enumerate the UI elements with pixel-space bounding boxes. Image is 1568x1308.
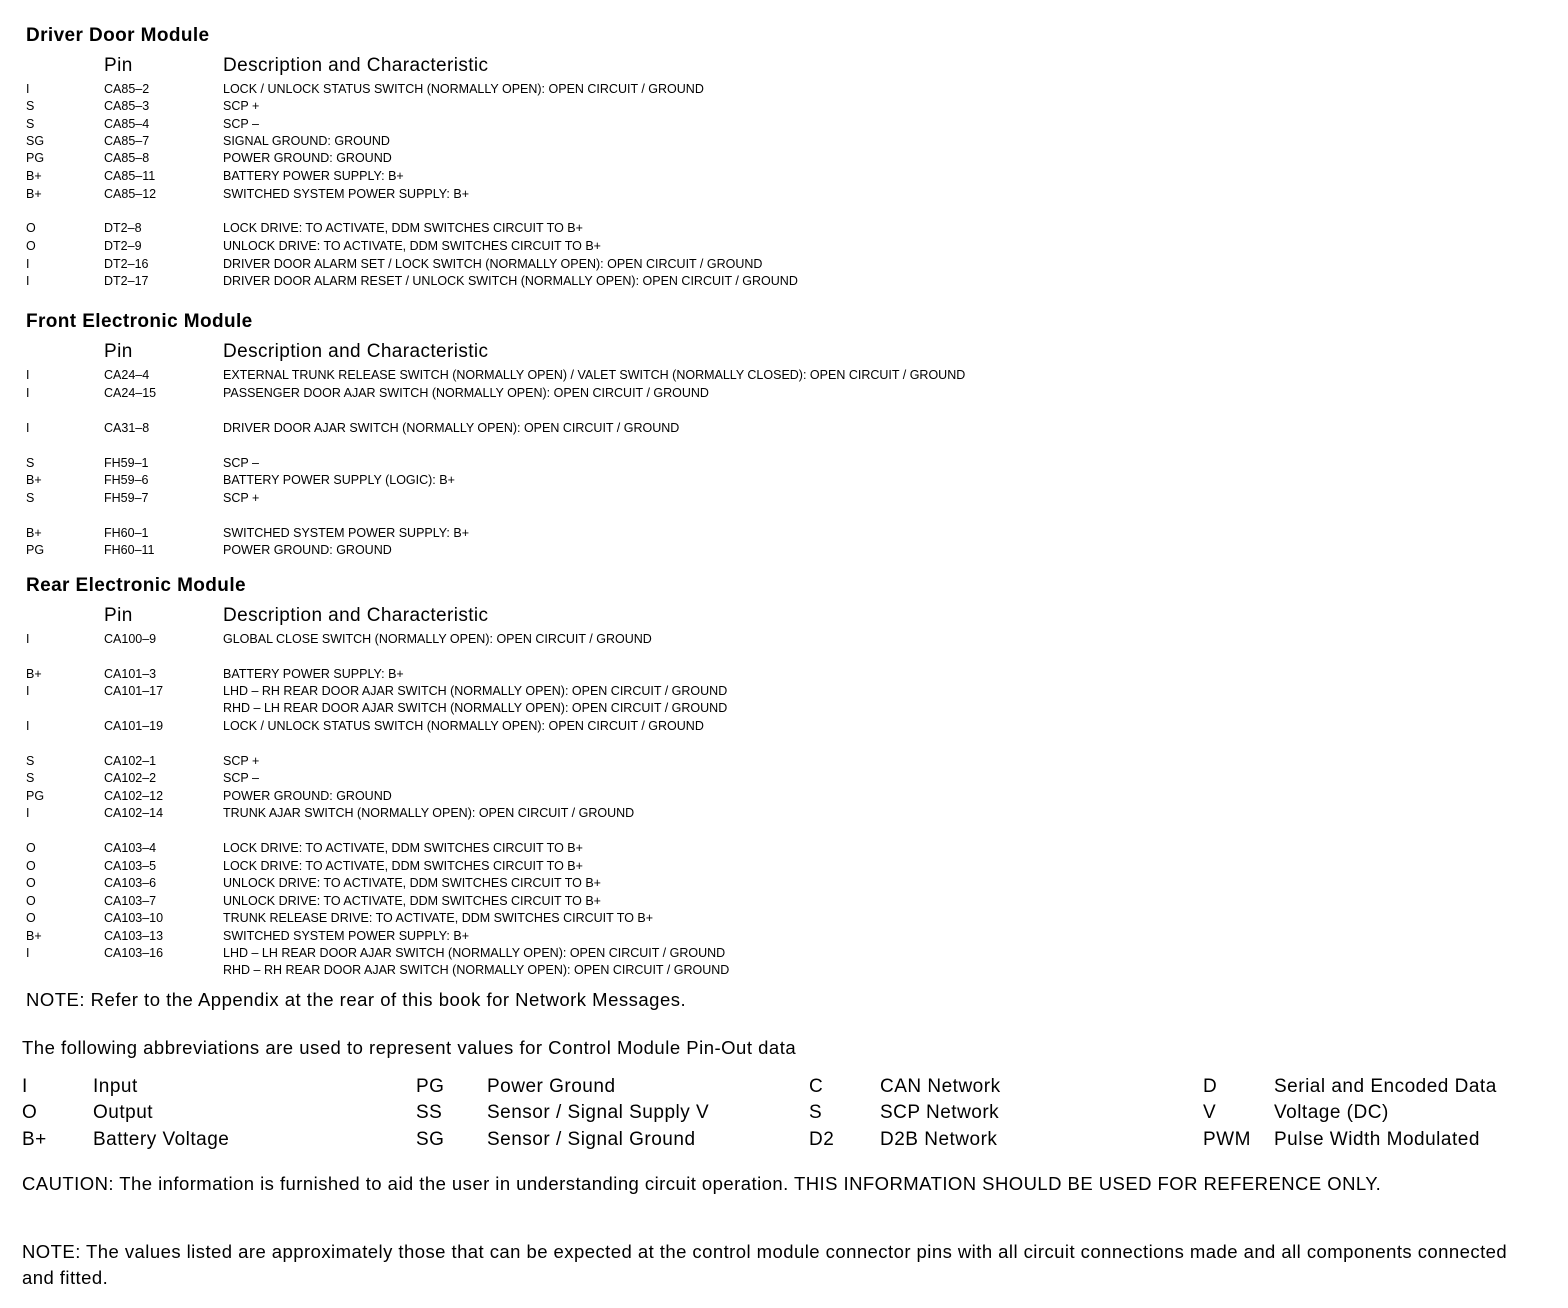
pin-id: DT2–9 xyxy=(104,239,142,253)
pin-id: CA101–3 xyxy=(104,667,157,681)
pin-description: TRUNK AJAR SWITCH (NORMALLY OPEN): OPEN CIRCUIT / GROUND xyxy=(223,806,635,820)
abbr-meaning: Sensor / Signal Ground xyxy=(487,1129,696,1150)
pin-description: TRUNK RELEASE DRIVE: TO ACTIVATE, DDM SWITCHES CIRCUIT TO B+ xyxy=(223,911,654,925)
column-header-pin: Pin xyxy=(104,55,133,76)
pin-description: LOCK / UNLOCK STATUS SWITCH (NORMALLY OPEN): OPEN CIRCUIT / GROUND xyxy=(223,719,704,733)
section-title-rear-electronic-module: Rear Electronic Module xyxy=(26,575,246,596)
signal-type: O xyxy=(26,841,36,855)
pin-id: CA31–8 xyxy=(104,421,150,435)
pin-description: SIGNAL GROUND: GROUND xyxy=(223,134,390,148)
pin-id: FH60–11 xyxy=(104,543,155,557)
pin-description: POWER GROUND: GROUND xyxy=(223,789,392,803)
appendix-note: NOTE: Refer to the Appendix at the rear of this book for Network Messages. xyxy=(26,989,687,1010)
signal-type: I xyxy=(26,368,30,382)
pin-description: LOCK DRIVE: TO ACTIVATE, DDM SWITCHES CIRCUIT TO B+ xyxy=(223,221,583,235)
signal-type: I xyxy=(26,684,30,698)
pin-id: CA103–7 xyxy=(104,894,157,908)
values-note: NOTE: The values listed are approximately those that can be expected at the control module connector pins with all circuit connections made and all components connected and fitted. xyxy=(22,1241,1508,1288)
signal-type: I xyxy=(26,386,30,400)
section-title-driver-door-module: Driver Door Module xyxy=(26,25,210,46)
pin-description: BATTERY POWER SUPPLY: B+ xyxy=(223,667,404,681)
signal-type: O xyxy=(26,239,36,253)
abbr-code: S xyxy=(809,1102,823,1123)
abbr-code: I xyxy=(22,1076,28,1097)
pin-id: DT2–16 xyxy=(104,257,149,271)
signal-type: SG xyxy=(26,134,45,148)
pin-description: UNLOCK DRIVE: TO ACTIVATE, DDM SWITCHES CIRCUIT TO B+ xyxy=(223,876,601,890)
pin-description: BATTERY POWER SUPPLY: B+ xyxy=(223,169,404,183)
pin-id: FH60–1 xyxy=(104,526,149,540)
pin-description: UNLOCK DRIVE: TO ACTIVATE, DDM SWITCHES CIRCUIT TO B+ xyxy=(223,894,601,908)
signal-type: B+ xyxy=(26,526,42,540)
abbr-meaning: Sensor / Signal Supply V xyxy=(487,1102,710,1123)
abbr-meaning: D2B Network xyxy=(880,1129,998,1150)
pin-id: FH59–1 xyxy=(104,456,149,470)
abbr-meaning: Voltage (DC) xyxy=(1274,1102,1389,1123)
pin-description: POWER GROUND: GROUND xyxy=(223,543,392,557)
pin-description: SCP + xyxy=(223,491,260,505)
abbr-code: D xyxy=(1203,1076,1218,1097)
pin-description: LOCK DRIVE: TO ACTIVATE, DDM SWITCHES CIRCUIT TO B+ xyxy=(223,859,583,873)
signal-type: I xyxy=(26,257,30,271)
section-title-front-electronic-module: Front Electronic Module xyxy=(26,311,253,332)
signal-type: PG xyxy=(26,789,45,803)
column-header-description: Description and Characteristic xyxy=(223,55,489,76)
column-header-pin: Pin xyxy=(104,605,133,626)
abbr-meaning: Input xyxy=(93,1076,138,1097)
signal-type: I xyxy=(26,806,30,820)
signal-type: O xyxy=(26,859,36,873)
pin-id: CA85–7 xyxy=(104,134,150,148)
pin-id: FH59–6 xyxy=(104,473,149,487)
abbr-code: C xyxy=(809,1076,824,1097)
signal-type: O xyxy=(26,221,36,235)
pin-description: PASSENGER DOOR AJAR SWITCH (NORMALLY OPEN): OPEN CIRCUIT / GROUND xyxy=(223,386,709,400)
abbr-code: V xyxy=(1203,1102,1217,1123)
pin-id: CA85–8 xyxy=(104,151,150,165)
signal-type: I xyxy=(26,82,30,96)
pin-id: CA102–14 xyxy=(104,806,164,820)
pin-id: CA101–17 xyxy=(104,684,164,698)
signal-type: B+ xyxy=(26,473,42,487)
signal-type: PG xyxy=(26,543,45,557)
pin-id: CA102–12 xyxy=(104,789,164,803)
pin-id: FH59–7 xyxy=(104,491,149,505)
pin-description: LOCK / UNLOCK STATUS SWITCH (NORMALLY OPEN): OPEN CIRCUIT / GROUND xyxy=(223,82,704,96)
pin-id: CA101–19 xyxy=(104,719,164,733)
signal-type: S xyxy=(26,456,35,470)
signal-type: S xyxy=(26,491,35,505)
caution-note: CAUTION: The information is furnished to aid the user in understanding circuit operation. THIS INFORMATION SHOULD BE USED FOR REFERENCE ONLY. xyxy=(22,1173,1382,1194)
signal-type: B+ xyxy=(26,169,42,183)
abbr-code: PG xyxy=(416,1076,445,1097)
pin-id: CA102–1 xyxy=(104,754,157,768)
signal-type: B+ xyxy=(26,667,42,681)
signal-type: S xyxy=(26,771,35,785)
pin-description: SCP + xyxy=(223,99,260,113)
pin-id: CA85–4 xyxy=(104,117,150,131)
abbr-meaning: CAN Network xyxy=(880,1076,1001,1097)
pin-description: SWITCHED SYSTEM POWER SUPPLY: B+ xyxy=(223,929,469,943)
pin-description: LHD – RH REAR DOOR AJAR SWITCH (NORMALLY OPEN): OPEN CIRCUIT / GROUND xyxy=(223,684,728,698)
abbr-meaning: Power Ground xyxy=(487,1076,616,1097)
pin-description: SCP – xyxy=(223,771,259,785)
pin-description: SCP – xyxy=(223,456,259,470)
abbr-code: SG xyxy=(416,1129,445,1150)
abbr-code: O xyxy=(22,1102,38,1123)
signal-type: O xyxy=(26,894,36,908)
column-header-pin: Pin xyxy=(104,341,133,362)
signal-type: S xyxy=(26,117,35,131)
signal-type: B+ xyxy=(26,929,42,943)
pin-id: CA103–5 xyxy=(104,859,157,873)
pin-id: CA103–6 xyxy=(104,876,157,890)
pin-description: UNLOCK DRIVE: TO ACTIVATE, DDM SWITCHES CIRCUIT TO B+ xyxy=(223,239,601,253)
pin-id: CA85–11 xyxy=(104,169,156,183)
pin-description: BATTERY POWER SUPPLY (LOGIC): B+ xyxy=(223,473,455,487)
pin-description: LHD – LH REAR DOOR AJAR SWITCH (NORMALLY OPEN): OPEN CIRCUIT / GROUND xyxy=(223,946,726,960)
pin-id: CA100–9 xyxy=(104,632,157,646)
signal-type: S xyxy=(26,99,35,113)
pin-description: DRIVER DOOR AJAR SWITCH (NORMALLY OPEN): OPEN CIRCUIT / GROUND xyxy=(223,421,680,435)
signal-type: S xyxy=(26,754,35,768)
pin-id: CA85–12 xyxy=(104,187,157,201)
signal-type: PG xyxy=(26,151,45,165)
pin-description: SWITCHED SYSTEM POWER SUPPLY: B+ xyxy=(223,526,469,540)
column-header-description: Description and Characteristic xyxy=(223,605,489,626)
pin-description: LOCK DRIVE: TO ACTIVATE, DDM SWITCHES CIRCUIT TO B+ xyxy=(223,841,583,855)
pin-description: SWITCHED SYSTEM POWER SUPPLY: B+ xyxy=(223,187,469,201)
signal-type: I xyxy=(26,632,30,646)
abbr-code: B+ xyxy=(22,1129,47,1150)
signal-type: I xyxy=(26,946,30,960)
pin-id: CA103–4 xyxy=(104,841,157,855)
abbr-code: PWM xyxy=(1203,1129,1251,1150)
abbr-meaning: Output xyxy=(93,1102,154,1123)
pin-description: SCP – xyxy=(223,117,259,131)
signal-type: O xyxy=(26,876,36,890)
signal-type: B+ xyxy=(26,187,42,201)
signal-type: I xyxy=(26,719,30,733)
pin-id: CA24–4 xyxy=(104,368,150,382)
pin-description: GLOBAL CLOSE SWITCH (NORMALLY OPEN): OPEN CIRCUIT / GROUND xyxy=(223,632,652,646)
pin-description: EXTERNAL TRUNK RELEASE SWITCH (NORMALLY OPEN) / VALET SWITCH (NORMALLY CLOSED): OPEN CIRCUIT / GROUND xyxy=(223,368,966,382)
pin-id: CA103–13 xyxy=(104,929,164,943)
column-header-description: Description and Characteristic xyxy=(223,341,489,362)
pin-id: CA24–15 xyxy=(104,386,157,400)
pin-id: DT2–17 xyxy=(104,274,149,288)
abbr-meaning: Pulse Width Modulated xyxy=(1274,1129,1480,1150)
signal-type: I xyxy=(26,274,30,288)
pin-description: DRIVER DOOR ALARM RESET / UNLOCK SWITCH (NORMALLY OPEN): OPEN CIRCUIT / GROUND xyxy=(223,274,798,288)
pin-id: CA85–3 xyxy=(104,99,150,113)
abbr-meaning: Battery Voltage xyxy=(93,1129,230,1150)
pin-id: CA102–2 xyxy=(104,771,157,785)
abbr-code: SS xyxy=(416,1102,443,1123)
pin-description: RHD – LH REAR DOOR AJAR SWITCH (NORMALLY OPEN): OPEN CIRCUIT / GROUND xyxy=(223,701,728,715)
abbr-code: D2 xyxy=(809,1129,835,1150)
abbreviations-intro: The following abbreviations are used to represent values for Control Module Pin-Out data xyxy=(22,1037,797,1058)
abbr-meaning: Serial and Encoded Data xyxy=(1274,1076,1497,1097)
pin-description: RHD – RH REAR DOOR AJAR SWITCH (NORMALLY OPEN): OPEN CIRCUIT / GROUND xyxy=(223,963,730,977)
signal-type: O xyxy=(26,911,36,925)
pin-id: DT2–8 xyxy=(104,221,142,235)
signal-type: I xyxy=(26,421,30,435)
pin-description: SCP + xyxy=(223,754,260,768)
pin-description: POWER GROUND: GROUND xyxy=(223,151,392,165)
pin-description: DRIVER DOOR ALARM SET / LOCK SWITCH (NORMALLY OPEN): OPEN CIRCUIT / GROUND xyxy=(223,257,763,271)
pin-id: CA85–2 xyxy=(104,82,150,96)
pin-id: CA103–16 xyxy=(104,946,164,960)
abbr-meaning: SCP Network xyxy=(880,1102,1000,1123)
pin-id: CA103–10 xyxy=(104,911,164,925)
